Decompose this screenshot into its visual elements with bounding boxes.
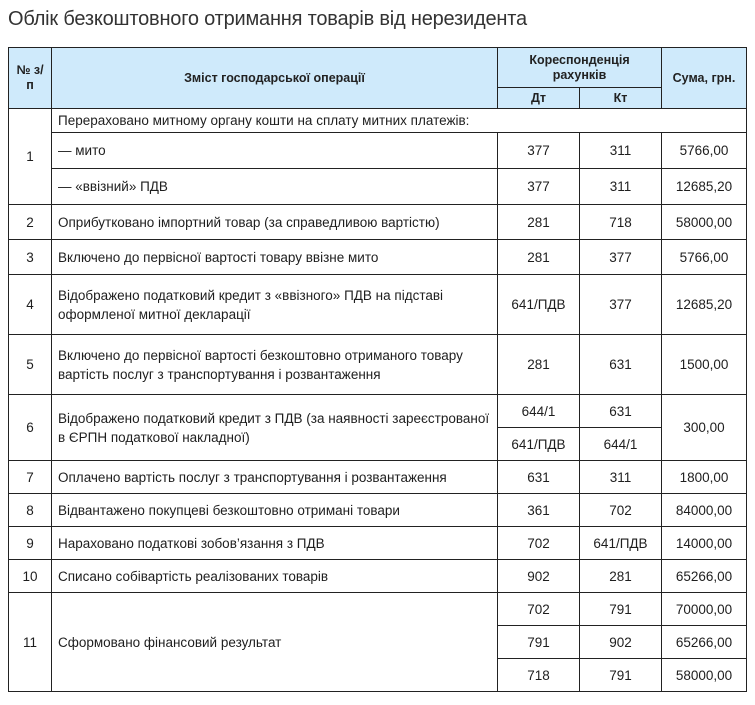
row-dt: 281 <box>498 335 580 395</box>
row-sum: 65266,00 <box>662 560 747 593</box>
table-row <box>9 240 747 275</box>
row-desc: Нараховано податкові зобов’язання з ПДВ <box>52 527 498 560</box>
table-row <box>9 395 747 428</box>
row-dt: 641/ПДВ <box>498 275 580 335</box>
row-desc: Відвантажено покупцеві безкоштовно отримані товари <box>52 494 498 527</box>
row-desc: Списано собівартість реалізованих товарів <box>52 560 498 593</box>
row-dt: 718 <box>498 659 580 692</box>
row-desc: Відображено податковий кредит з «ввізного» ПДВ на підставі оформленої митної декларації <box>52 275 498 335</box>
row-desc: Оприбутковано імпортний товар (за справедливою вартістю) <box>52 205 498 240</box>
row-kt: 631 <box>580 335 662 395</box>
header-kt: Кт <box>580 88 662 109</box>
row-dt: 281 <box>498 240 580 275</box>
row-dt: 377 <box>498 133 580 169</box>
row-sum: 1800,00 <box>662 461 747 494</box>
row-kt: 281 <box>580 560 662 593</box>
row-kt: 902 <box>580 626 662 659</box>
row-kt: 641/ПДВ <box>580 527 662 560</box>
table-row <box>9 527 747 560</box>
header-desc: Зміст господарської операції <box>52 48 498 109</box>
row-dt: 702 <box>498 527 580 560</box>
row-num: 9 <box>9 527 52 560</box>
row-kt: 377 <box>580 240 662 275</box>
row-num: 2 <box>9 205 52 240</box>
row-dt: 791 <box>498 626 580 659</box>
row-desc: — «ввізний» ПДВ <box>52 169 498 205</box>
row-sum: 5766,00 <box>662 240 747 275</box>
row-sum: 58000,00 <box>662 659 747 692</box>
row-dt: 281 <box>498 205 580 240</box>
row-num: 6 <box>9 395 52 461</box>
row-kt: 644/1 <box>580 428 662 461</box>
row-sum: 12685,20 <box>662 169 747 205</box>
row-kt: 311 <box>580 169 662 205</box>
table-row <box>9 560 747 593</box>
row-kt: 702 <box>580 494 662 527</box>
row-dt: 644/1 <box>498 395 580 428</box>
row-desc: Включено до первісної вартості товару ввізне мито <box>52 240 498 275</box>
row-desc: Сформовано фінансовий результат <box>52 593 498 692</box>
table-row <box>9 275 747 335</box>
row-num: 10 <box>9 560 52 593</box>
row-num: 7 <box>9 461 52 494</box>
row-kt: 631 <box>580 395 662 428</box>
table-row <box>9 335 747 395</box>
ledger-table <box>8 47 747 692</box>
table-row <box>9 593 747 626</box>
table-row <box>9 133 747 169</box>
row-sum: 70000,00 <box>662 593 747 626</box>
row-num: 11 <box>9 593 52 692</box>
row-dt: 641/ПДВ <box>498 428 580 461</box>
table-row <box>9 205 747 240</box>
row-desc: Включено до первісної вартості безкоштовно отриманого товару вартість послуг з транспортування і розвантаження <box>52 335 498 395</box>
table-row <box>9 461 747 494</box>
row-sum: 1500,00 <box>662 335 747 395</box>
row-sum: 58000,00 <box>662 205 747 240</box>
row-kt: 377 <box>580 275 662 335</box>
row-num: 1 <box>9 109 52 205</box>
row-desc: Відображено податковий кредит з ПДВ (за наявності зареєстрованої в ЄРПН податкової накладної) <box>52 395 498 461</box>
header-num: № з/п <box>9 48 52 109</box>
row-num: 5 <box>9 335 52 395</box>
header-dt: Дт <box>498 88 580 109</box>
table-row <box>9 494 747 527</box>
row-dt: 377 <box>498 169 580 205</box>
row-dt: 361 <box>498 494 580 527</box>
page-title: Облік безкоштовного отримання товарів від нерезидента <box>8 8 527 30</box>
row-kt: 718 <box>580 205 662 240</box>
row-kt: 791 <box>580 659 662 692</box>
header-correspondence: Кореспонденція рахунків <box>498 48 662 88</box>
row-kt: 311 <box>580 133 662 169</box>
table-row <box>9 109 747 133</box>
row-num: 4 <box>9 275 52 335</box>
row-sum: 5766,00 <box>662 133 747 169</box>
row-sum: 12685,20 <box>662 275 747 335</box>
row-dt: 902 <box>498 560 580 593</box>
row-desc: Оплачено вартість послуг з транспортування і розвантаження <box>52 461 498 494</box>
table-row <box>9 169 747 205</box>
row-num: 3 <box>9 240 52 275</box>
header-sum: Сума, грн. <box>662 48 747 109</box>
row-kt: 791 <box>580 593 662 626</box>
row-sum: 65266,00 <box>662 626 747 659</box>
row-sum: 84000,00 <box>662 494 747 527</box>
row-num: 8 <box>9 494 52 527</box>
row-desc: — мито <box>52 133 498 169</box>
row-dt: 702 <box>498 593 580 626</box>
row-dt: 631 <box>498 461 580 494</box>
row-sum: 300,00 <box>662 395 747 461</box>
row-desc: Перераховано митному органу кошти на сплату митних платежів: <box>52 109 747 133</box>
row-kt: 311 <box>580 461 662 494</box>
row-sum: 14000,00 <box>662 527 747 560</box>
